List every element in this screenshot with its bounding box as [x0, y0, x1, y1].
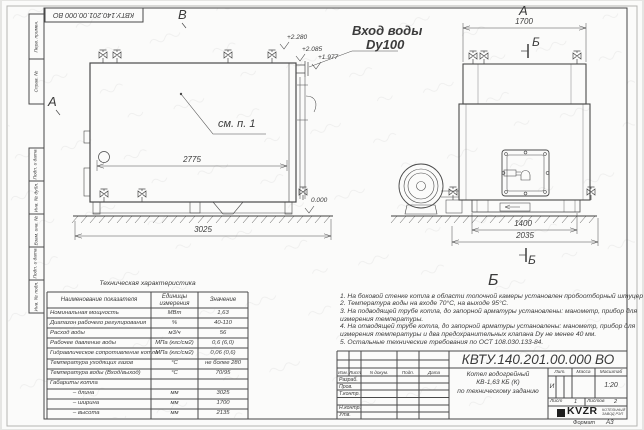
tech-row-unit: мм [170, 410, 179, 417]
margin-stamps-top [29, 14, 44, 104]
tech-row-unit: °С [171, 370, 178, 377]
kvzr-logo-text: KVZR [567, 404, 598, 417]
product-title-line2: КВ-1,63 КБ (К) [476, 379, 520, 386]
margin-stamp-label: Инв. № подл. [34, 281, 40, 312]
tech-row-name: Температура воды (Вход/выход) [50, 370, 141, 377]
sheet-label: Лист [550, 399, 563, 405]
view-b-label: В [178, 7, 187, 22]
tech-row-value: 56 [219, 329, 227, 336]
kvzr-logo-mark [557, 408, 565, 418]
sign-row-label: Пров. [339, 383, 353, 390]
dim-side-outer: 2035 [516, 231, 534, 240]
tech-row-value: 0,6 (6,0) [212, 339, 234, 346]
dim-side-inner: 1400 [514, 219, 532, 228]
tech-table-row [47, 338, 248, 348]
rev-header-doc: N докум. [369, 369, 389, 375]
tech-row-name: Габариты котла [50, 380, 98, 387]
note-line: измерения температуры и два предохранительных клапана Dу не менее 40 мм. [340, 330, 597, 338]
company-line2: ЗАВОД РЭП [602, 412, 624, 417]
tech-row-unit: МПа (кгс/см2) [155, 339, 194, 346]
rev-header-data: Дата [427, 369, 441, 375]
sign-row-label: Разраб. [339, 376, 358, 383]
tech-row-unit: МВт [167, 309, 182, 316]
margin-stamp-cell [29, 181, 44, 214]
inlet-label-line2: Dy100 [366, 37, 405, 52]
margin-stamp-label: Взам. инв. № [34, 215, 40, 246]
note-line: 1. На боковой стенке котла в области топочной камеры установлен пробоотборный штуцер [340, 292, 644, 300]
margin-stamp-cell [29, 247, 44, 280]
tech-row-name: Рабочее давление воды [50, 339, 117, 346]
tech-row-unit: °С [171, 359, 178, 366]
margin-stamp-cell [29, 14, 44, 59]
tech-row-name: Температура уходящих газов [50, 359, 134, 366]
tech-table-header-unit: Единицы измерения [159, 294, 190, 307]
margin-stamp-cell [29, 148, 44, 181]
tech-table-header-name: Наименование показателя [60, 297, 138, 303]
tech-row-unit: мм [170, 390, 179, 397]
tech-table-title: Техническая характеристика [99, 280, 196, 287]
sign-row-label: Н.контр. [339, 405, 361, 412]
tech-row-value: не более 280 [205, 359, 241, 366]
doc-number: КВТУ.140.201.00.000 ВО [461, 351, 615, 367]
lit-header: Лит. [554, 369, 566, 375]
notes-block [340, 292, 644, 347]
inlet-label-line1: Вход воды [352, 23, 423, 38]
tech-table-row [47, 389, 248, 399]
company-line1: КОТЕЛЬНЫЙ [602, 407, 626, 412]
tech-row-unit: м3/ч [168, 329, 181, 336]
tech-table-row [47, 409, 248, 419]
tech-row-unit: % [171, 319, 178, 326]
tech-row-value: 1,63 [217, 309, 229, 316]
elevation-mid: +2.085 [302, 46, 323, 53]
tech-row-name: Номинальная мощность [50, 309, 119, 316]
dim-front-inner: 2775 [183, 155, 201, 164]
top-stamp [45, 8, 143, 22]
tech-table-body [47, 308, 248, 419]
note-line: 5. Остальные технические требования по ОСТ 108.030.133-84. [340, 338, 544, 346]
product-title-line3: по техническому заданию [457, 387, 539, 395]
tech-table-row [47, 318, 248, 328]
margin-stamp-label: Инв. № дубл. [34, 182, 40, 213]
note-line: 3. На подводящей трубе котла, до запорной арматуры установлены: манометр, прибор для [340, 307, 638, 315]
note-line: измерения температуры. [340, 315, 424, 323]
top-stamp-number: КВТУ.140.201.00.000 ВО [53, 10, 135, 20]
view-b-big-label: Б [488, 272, 499, 289]
elevation-zero: 0.000 [311, 197, 328, 204]
note-line: 2. Температура воды на входе 70°С, на выходе 95°С. [340, 300, 509, 308]
rev-header-podp: Подп. [401, 369, 415, 375]
sheets-value: 2 [614, 398, 618, 405]
view-a-label: А [519, 3, 528, 18]
tech-table-row [47, 358, 248, 368]
sheets-label: Листов [587, 399, 605, 405]
tech-row-name: – длина [50, 390, 95, 397]
format-value: А3 [606, 418, 614, 426]
scale-value: 1:20 [604, 382, 618, 389]
elevation-top: +2.280 [287, 34, 308, 41]
lit-value: И [549, 383, 555, 390]
section-b-bottom-label: Б [528, 253, 536, 267]
tech-table-row [47, 368, 248, 378]
sign-rows [339, 377, 369, 420]
tech-table-row [47, 308, 248, 318]
mass-header: Масса [576, 369, 591, 375]
sign-row-label [339, 398, 369, 405]
margin-stamp-cell [29, 280, 44, 313]
section-b-top-label: Б [532, 35, 540, 49]
margin-stamp-label: Подп. и дата [34, 248, 39, 279]
tech-row-value: 40-110 [214, 319, 232, 326]
sheet-value: 1 [574, 398, 578, 405]
tech-row-value: 70/95 [215, 370, 231, 377]
margin-stamp-cell [29, 59, 44, 104]
product-title-line1: Котел водогрейный [466, 370, 530, 378]
tech-row-name: – ширина [50, 400, 100, 407]
scale-header: Масштаб [599, 369, 623, 375]
format-label: Формат [573, 419, 596, 426]
tech-row-name: – высота [50, 410, 100, 417]
margin-stamp-label: Перв. примен. [34, 20, 40, 53]
tech-table-row [47, 379, 248, 389]
tech-row-unit: МПа (кгс/см2) [155, 349, 194, 356]
company-name [602, 408, 625, 418]
tech-row-value: 2135 [216, 410, 230, 417]
sign-row-label: Утв. [339, 412, 351, 419]
dim-front-outer: 3025 [194, 225, 212, 234]
elevation-low: +1.977 [318, 54, 339, 61]
tech-row-value: 0,06 (0,6) [210, 349, 236, 356]
tech-row-value: 1700 [216, 400, 230, 407]
margin-stamp-label: Справ. № [34, 70, 39, 93]
margin-stamps-bottom [29, 148, 44, 313]
margin-stamp-label: Подп. и дата [34, 149, 39, 180]
tech-row-name: Диапазон рабочего регулирования [50, 319, 147, 326]
dim-side-top: 1700 [515, 17, 533, 26]
rev-header-izm: Изм. [338, 369, 348, 375]
tech-row-name: Гидравлическое сопротивление котла [50, 349, 159, 356]
tech-row-name: Расход воды [50, 329, 85, 336]
view-a-arrow-label: А [48, 94, 57, 109]
tech-table-row [47, 399, 248, 409]
tech-table-row [47, 328, 248, 338]
rev-header-list: Лист [349, 369, 361, 375]
tech-row-unit: мм [170, 400, 179, 407]
tech-table-header-value: Значение [209, 297, 237, 303]
note-line: 4. На отводящей трубе котла, до запорной арматуры установлены: манометр, прибор для [340, 323, 636, 331]
sign-row-label: Т.контр. [339, 390, 360, 397]
callout-see-item: см. п. 1 [218, 118, 256, 130]
tech-row-value: 3025 [216, 390, 230, 397]
margin-stamp-cell [29, 214, 44, 247]
tech-table-row [47, 348, 248, 358]
